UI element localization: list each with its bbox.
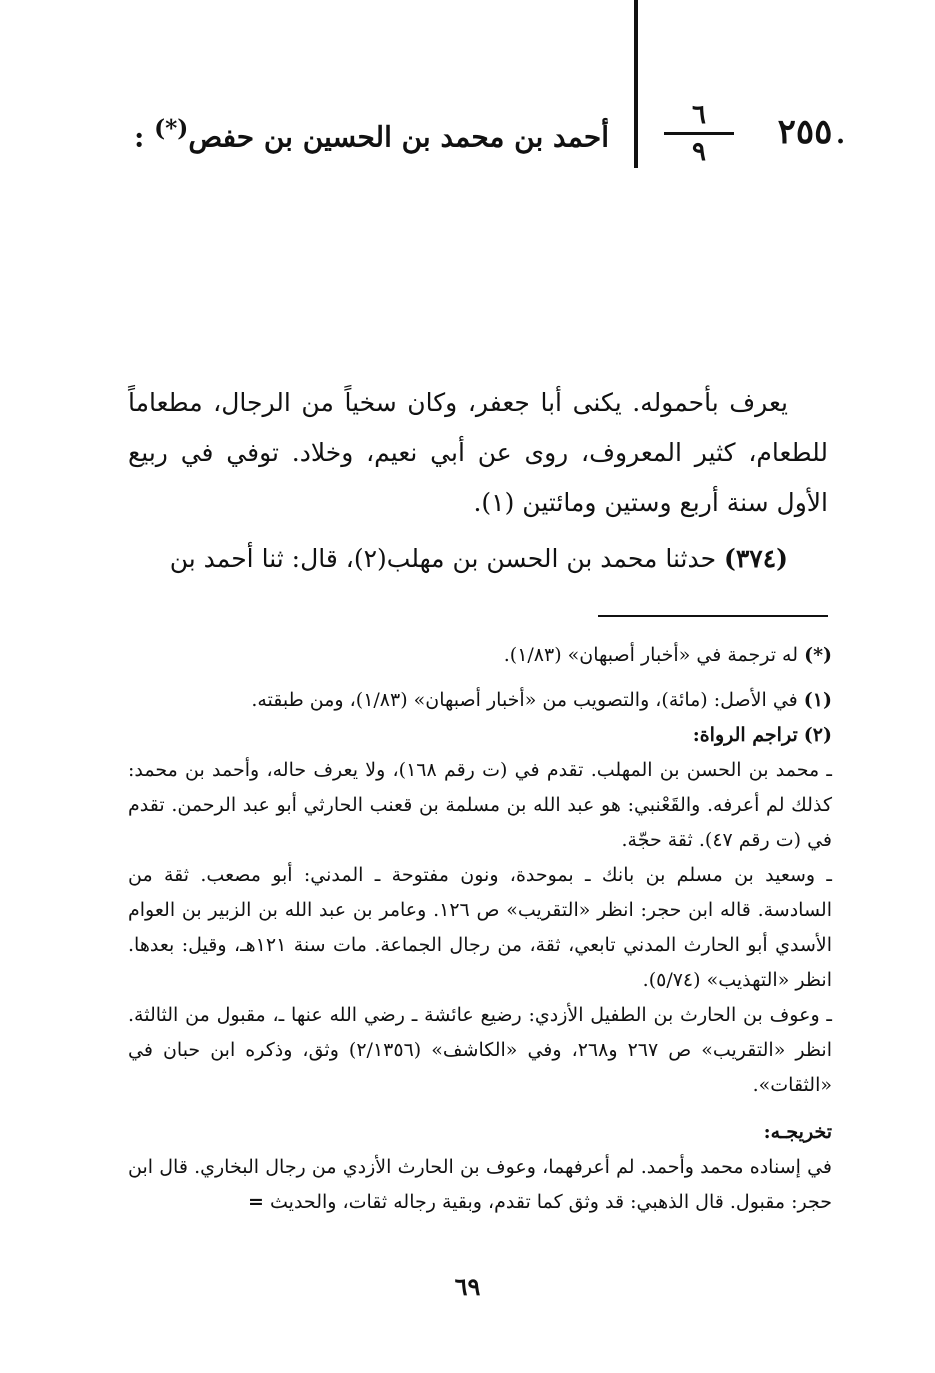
takhrij-text: في إسناده محمد وأحمد. لم أعرفهما، وعوف بن الحارث الأزدي من رجال البخاري. قال ابن حجر: مقبول. قال الذهبي: قد وثق كما تقدم، وبقية رجاله ثقات، والحديث [128,1156,832,1213]
biography-paragraph: يعرف بأحموله. يكنى أبا جعفر، وكان سخياً من الرجال، مطعاماً للطعام، كثير المعروف، روى عن أبي نعيم، وخلاد. توفي في ربيع الأول سنة أربع وستين ومائتين (١). [128,388,828,517]
entry-title [133,114,609,154]
fraction-bar [664,132,734,135]
narrator-entry: ـ محمد بن الحسن بن المهلب. تقدم في (ت رقم ١٦٨)، ولا يعرف حاله، وأحمد بن محمد: كذلك لم أعرفه. والقَعْنبي: هو عبد الله بن مسلمة بن قعنب الحارثي أبو عبد الرحمن. تقدم في (ت رقم ٤٧). ثقة حجّة. [128,759,832,851]
main-text [128,378,828,584]
narrator-entry: ـ وعوف بن الحارث بن الطفيل الأزدي: رضيع عائشة ـ رضي الله عنها ـ، مقبول من الثالثة. انظر «التقريب» ص ٢٦٧ و٢٦٨، وفي «الكاشف» (٢/١٣٥٦) وثق، وذكره ابن حبان في «الثقات». [128,1004,832,1096]
hadith-paragraph [128,534,828,584]
fraction-denominator: ٩ [692,137,706,167]
footnote-2-mark: (٢) [803,724,832,746]
footnote-separator [598,615,828,617]
takhrij-text-paragraph [128,1150,832,1220]
footnote-1-mark: (١) [803,689,832,711]
footnote-1-text: في الأصل: (مائة)، والتصويب من «أخبار أصبهان» (١/٨٣)، ومن طبقته. [251,689,798,711]
header-vertical-rule [634,0,638,168]
hadith-text: حدثنا محمد بن الحسن بن مهلب(٢)، قال: ثنا أحمد بن [169,544,717,573]
continuation-mark: = [248,1191,264,1213]
entry-title-suffix: : [133,120,145,154]
footnote-2-heading [128,718,832,753]
entry-title-text: أحمد بن محمد بن الحسين بن حفص [188,120,609,154]
footnote-star-text: له ترجمة في «أخبار أصبهان» (١/٨٣). [503,644,799,666]
footnote-star-mark: (*) [804,644,832,666]
footnote-1 [128,683,832,718]
hadith-number: (٣٧٤) [724,544,788,573]
entry-title-star: (*) [154,114,189,142]
footnote-star [128,638,832,673]
fraction-numerator: ٦ [692,100,706,130]
entry-fraction [660,102,738,165]
entry-number: ٢٥٥ [777,112,833,152]
page-number: ٦٩ [454,1272,481,1301]
header-dot: . [836,120,846,150]
narrators-heading: تراجم الرواة: [692,724,798,746]
footnotes [128,638,832,1220]
takhrij-heading: تخريجـه: [763,1121,832,1143]
narrator-entry: ـ وسعيد بن مسلم بن بانك ـ بموحدة، ونون مفتوحة ـ المدني: أبو مصعب. ثقة من السادسة. قاله ابن حجر: انظر «التقريب» ص ١٢٦. وعامر بن عبد الله بن الزبير بن العوام الأسدي أبو الحارث المدني تابعي، ثقة، من رجال الجماعة. مات سنة ١٢١هـ، وقيل: بعدها. انظر «التهذيب» (٥/٧٤). [128,864,833,991]
